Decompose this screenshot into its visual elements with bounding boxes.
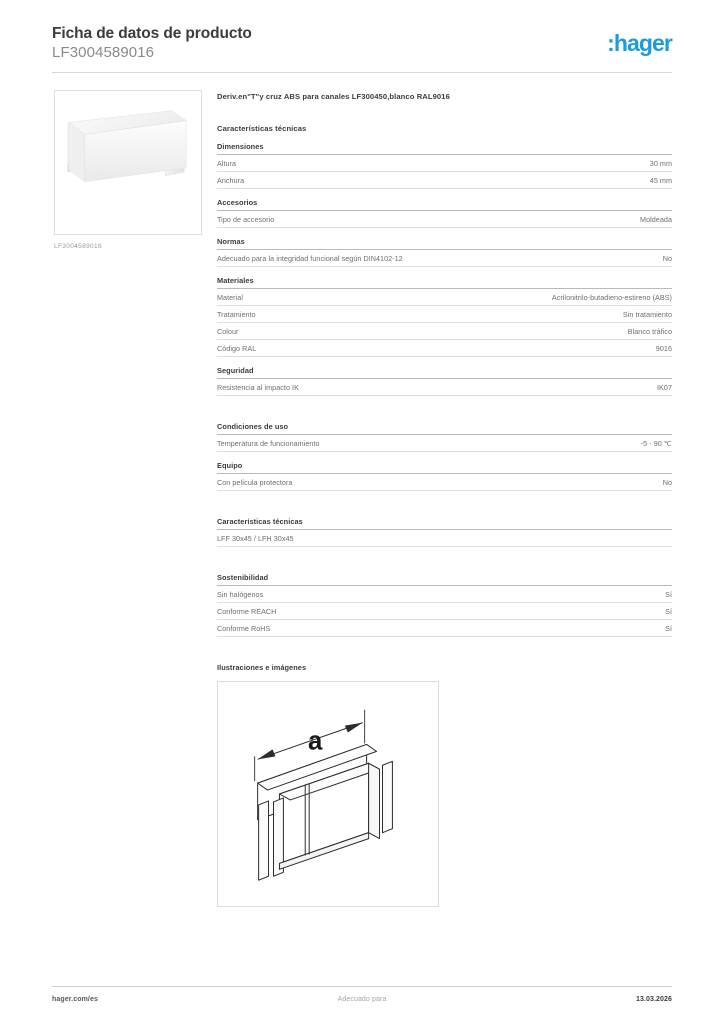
row-label: Tratamiento [217, 310, 256, 319]
section-sostenibilidad [217, 573, 672, 637]
row-label: Adecuado para la integridad funcional según DIN4102-12 [217, 254, 403, 263]
row-label: Temperatura de funcionamiento [217, 439, 320, 448]
row-label: Código RAL [217, 344, 257, 353]
product-image [54, 90, 202, 235]
page-header [52, 24, 672, 72]
row-label: Conforme RoHS [217, 624, 271, 633]
product-name: Deriv.en"T"y cruz ABS para canales LF300450,blanco RAL9016 [217, 92, 450, 101]
section-caracteristicas-tecnicas [217, 517, 672, 547]
section-materiales [217, 276, 672, 357]
table-row [217, 289, 672, 306]
table-row [217, 603, 672, 620]
row-value: Sin tratamiento [622, 310, 672, 319]
page-footer [52, 996, 672, 1010]
table-row [217, 379, 672, 396]
section-title: Accesorios [217, 198, 672, 211]
row-value: Sí [665, 624, 672, 633]
illustrations-heading: Ilustraciones e imágenes [217, 663, 307, 672]
section-seguridad [217, 366, 672, 396]
row-label: Conforme REACH [217, 607, 277, 616]
dimension-label-a: a [307, 727, 323, 756]
row-value: Sí [665, 590, 672, 599]
product-photo-illustration [55, 91, 201, 234]
hager-logo: :hager [607, 30, 672, 56]
row-label: Anchura [217, 176, 245, 185]
row-value: IK07 [657, 383, 672, 392]
table-row [217, 586, 672, 603]
row-value: 30 mm [649, 159, 672, 168]
row-label: Con película protectora [217, 478, 293, 487]
header-divider [52, 72, 672, 73]
section-title: Normas [217, 237, 672, 250]
section-title: Materiales [217, 276, 672, 289]
row-value: 9016 [655, 344, 672, 353]
footer-divider [52, 986, 672, 987]
section-title: Características técnicas [217, 517, 672, 530]
section-title: Sostenibilidad [217, 573, 672, 586]
section-title: Condiciones de uso [217, 422, 672, 435]
footer-date: 13.03.2026 [635, 996, 672, 1003]
section-normas [217, 237, 672, 267]
table-row [217, 530, 672, 547]
row-value: No [662, 254, 672, 263]
technical-characteristics-heading: Características técnicas [217, 124, 307, 133]
footer-note: Adecuado para [337, 996, 387, 1003]
table-row [217, 340, 672, 357]
row-value: Acrilonitrilo-butadieno-estireno (ABS) [551, 293, 672, 302]
table-row [217, 474, 672, 491]
row-label: Material [217, 293, 243, 302]
section-condiciones-de-uso [217, 422, 672, 452]
table-row [217, 620, 672, 637]
row-value: Moldeada [640, 215, 672, 224]
section-title: Equipo [217, 461, 672, 474]
row-label: Tipo de accesorio [217, 215, 275, 224]
row-label: Resistencia al impacto IK [217, 383, 299, 392]
section-equipo [217, 461, 672, 491]
table-row [217, 306, 672, 323]
section-accesorios [217, 198, 672, 228]
row-value: Blanco tráfico [627, 327, 672, 336]
section-title: Seguridad [217, 366, 672, 379]
row-label: LFF 30x45 / LFH 30x45 [217, 534, 294, 543]
row-label: Altura [217, 159, 237, 168]
row-value: Sí [665, 607, 672, 616]
product-image-caption: LF3004589016 [54, 243, 102, 250]
page-title: Ficha de datos de producto [52, 25, 252, 42]
table-row [217, 250, 672, 267]
footer-website[interactable]: hager.com/es [52, 996, 98, 1003]
table-row [217, 172, 672, 189]
technical-drawing [217, 681, 439, 907]
product-reference: LF3004589016 [52, 44, 155, 61]
section-title: Dimensiones [217, 142, 672, 155]
main-content [217, 92, 672, 907]
section-dimensiones [217, 142, 672, 189]
table-row [217, 323, 672, 340]
table-row [217, 155, 672, 172]
technical-drawing-illustration [218, 682, 438, 906]
row-value: No [662, 478, 672, 487]
row-value: 45 mm [649, 176, 672, 185]
row-value: -5 - 90 ℃ [640, 439, 672, 448]
table-row [217, 211, 672, 228]
row-label: Colour [217, 327, 239, 336]
row-label: Sin halógenos [217, 590, 264, 599]
table-row [217, 435, 672, 452]
